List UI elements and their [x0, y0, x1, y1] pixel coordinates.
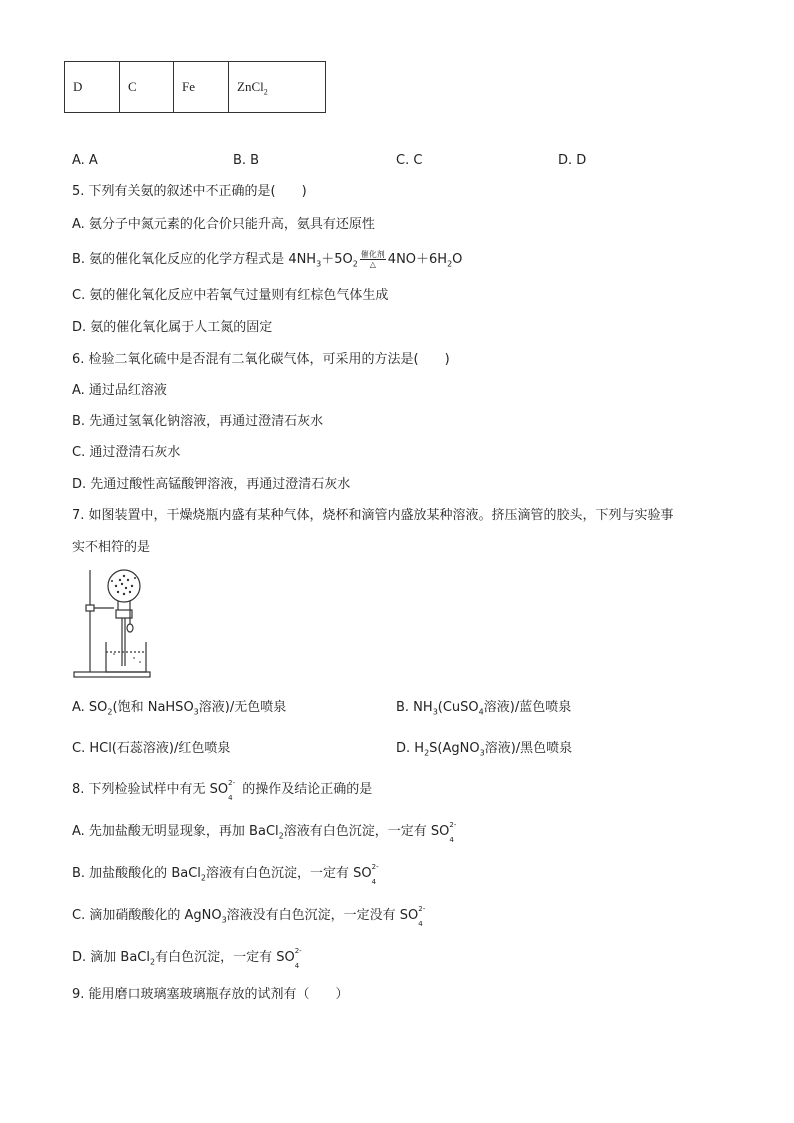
q6-option-a: A. 通过品红溶液: [72, 383, 167, 398]
heat-symbol: △: [369, 260, 376, 269]
table-cell: [229, 62, 326, 113]
q6-option-b: B. 先通过氢氧化钠溶液，再通过澄清石灰水: [72, 414, 324, 429]
subscript: 2: [200, 873, 206, 883]
q8-a-text: 溶液有白色沉淀，一定有 SO: [283, 824, 450, 839]
q5-option-a: A. 氨分子中氮元素的化合价只能升高，氨具有还原性: [72, 217, 375, 232]
q7-option-b: B. $NH_3(CuSO_4$溶液)/蓝色喷泉: [396, 700, 572, 717]
q7-d-text: D. H: [396, 741, 425, 756]
ion-charge: 2-: [371, 863, 379, 871]
catalyst-label: 催化剂: [360, 250, 385, 259]
q8-a-text: A. 先加盐酸无明显现象，再加 BaCl: [72, 824, 279, 839]
q5-b-text: ＋5O: [321, 252, 353, 267]
table-cell: D: [65, 62, 120, 113]
q8-stem-text: 的操作及结论正确的是: [238, 782, 373, 797]
fountain-apparatus-figure: [72, 566, 154, 680]
q7-d-text: S(AgNO: [429, 741, 480, 756]
q4-option-a: A. A: [72, 153, 98, 168]
q4-option-b: B. B: [233, 153, 260, 168]
q5-b-text: O: [452, 252, 463, 267]
options-table: [64, 61, 326, 113]
q8-option-c: [72, 905, 426, 928]
q8-option-d: [72, 947, 302, 970]
table-row: [65, 62, 326, 113]
q8-c-text: 溶液没有白色沉淀，一定没有 SO: [226, 908, 419, 923]
table-cell: C: [120, 62, 174, 113]
q8-b-text: B. 加盐酸酸化的 BaCl: [72, 866, 201, 881]
q8-d-text: D. 滴加 BaCl: [72, 950, 150, 965]
q7-b-text: (CuSO: [437, 700, 479, 715]
zncl-formula: ZnCl: [237, 79, 264, 94]
ion-subscript: 4: [228, 794, 233, 802]
q7-b-text: 溶液)/蓝色喷泉: [483, 700, 572, 715]
ion-subscript: 4: [294, 962, 300, 970]
q5-option-c: C. 氨的催化氧化反应中若氧气过量则有红棕色气体生成: [72, 288, 389, 303]
ion-subscript: 4: [449, 836, 454, 844]
ion-charge: 2-: [228, 779, 236, 787]
q5-stem: 5. 下列有关氨的叙述中不正确的是( ): [72, 184, 307, 199]
q7-option-d: D. $H_2S(AgNO_3$溶液)/黑色喷泉: [396, 741, 573, 758]
q7-a-text: A. SO: [72, 700, 108, 715]
q4-option-c: C. C: [396, 153, 423, 168]
ion-subscript: 4: [418, 920, 423, 928]
q8-option-b: [72, 863, 379, 886]
q7-stem-line1: 7. 如图装置中，干燥烧瓶内盛有某种气体，烧杯和滴管内盛放某种溶液。挤压滴管的胶头，下列与实验事: [72, 508, 674, 523]
reaction-condition: [360, 250, 386, 269]
q5-option-d: D. 氨的催化氧化属于人工氮的固定: [72, 320, 273, 335]
subscript: 2: [278, 831, 284, 841]
q8-d-text: 有白色沉淀，一定有 SO: [155, 950, 295, 965]
q7-a-text: (饱和 NaHSO: [112, 700, 194, 715]
subscript: 3: [221, 915, 227, 925]
q8-stem: [72, 779, 373, 802]
subscript: 2: [263, 87, 268, 97]
q5-option-b: B. 氨的催化氧化反应的化学方程式是 $4NH_3+5O_2$ $\frac{\text{催化剂}}{\triangle}$ $4NO+6H_2O$: [72, 250, 463, 269]
q8-option-a: [72, 821, 457, 844]
q5-b-text: 4NO＋6H: [387, 252, 448, 267]
q7-d-text: 溶液)/黑色喷泉: [484, 741, 573, 756]
q7-option-c: C. HCl(石蕊溶液)/红色喷泉: [72, 741, 231, 756]
q6-stem: 6. 检验二氧化硫中是否混有二氧化碳气体，可采用的方法是( ): [72, 352, 450, 367]
q8-b-text: 溶液有白色沉淀，一定有 SO: [205, 866, 372, 881]
q7-a-text: 溶液)/无色喷泉: [198, 700, 287, 715]
q6-option-c: C. 通过澄清石灰水: [72, 445, 181, 460]
table-cell: Fe: [174, 62, 229, 113]
ion-subscript: 4: [371, 878, 377, 886]
q9-stem: 9. 能用磨口玻璃塞玻璃瓶存放的试剂有（ ）: [72, 987, 349, 1002]
q4-option-d: D. D: [558, 153, 587, 168]
q5-b-text: B. 氨的催化氧化反应的化学方程式是 4NH: [72, 252, 317, 267]
q8-c-text: C. 滴加硝酸酸化的 AgNO: [72, 908, 222, 923]
ion-charge: 2-: [449, 821, 457, 829]
q6-option-d: D. 先通过酸性高锰酸钾溶液，再通过澄清石灰水: [72, 477, 351, 492]
ion-charge: 2-: [294, 947, 302, 955]
q7-option-a: A. $SO_2$(饱和 NaHSO$_3$溶液)/无色喷泉: [72, 700, 287, 717]
ion-charge: 2-: [418, 905, 426, 913]
subscript: 2: [149, 957, 156, 967]
q7-b-text: B. NH: [396, 700, 433, 715]
q8-stem-text: 8. 下列检验试样中有无 SO: [72, 782, 229, 797]
q7-stem-line2: 实不相符的是: [72, 540, 151, 555]
